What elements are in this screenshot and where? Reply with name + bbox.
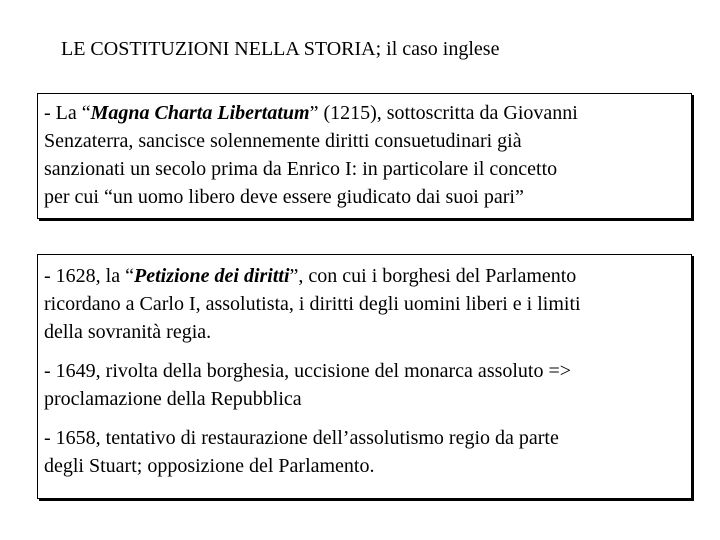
slide-title: LE COSTITUZIONI NELLA STORIA; il caso inglese xyxy=(61,38,500,60)
events-box xyxy=(37,254,692,499)
revolt-1649-paragraph xyxy=(44,357,687,413)
magna-charta-box xyxy=(37,93,692,219)
text-line xyxy=(44,262,687,290)
text-fragment: ”, con cui i borghesi del Parlamento xyxy=(289,265,577,287)
text-line: - 1649, rivolta della borghesia, uccisione del monarca assoluto => xyxy=(44,360,572,382)
text-line: - 1658, tentativo di restaurazione dell’assolutismo regio da parte xyxy=(44,427,559,449)
text-fragment: ” (1215), sottoscritta da Giovanni xyxy=(309,102,578,124)
restoration-1658-paragraph xyxy=(44,424,687,480)
text-line: per cui “un uomo libero deve essere giudicato dai suoi pari” xyxy=(44,186,524,208)
petition-1628-paragraph xyxy=(44,262,687,346)
magna-charta-paragraph xyxy=(44,99,687,211)
text-fragment: - La “ xyxy=(44,102,91,124)
text-line: sanzionati un secolo prima da Enrico I: in particolare il concetto xyxy=(44,158,558,180)
text-line: della sovranità regia. xyxy=(44,321,212,343)
petition-title: Petizione dei diritti xyxy=(133,265,290,287)
text-line: degli Stuart; opposizione del Parlamento. xyxy=(44,455,375,477)
text-fragment: - 1628, la “ xyxy=(44,265,134,287)
text-line xyxy=(44,99,687,127)
text-line: Senzaterra, sancisce solennemente diritti consuetudinari già xyxy=(44,130,522,152)
text-line: proclamazione della Repubblica xyxy=(44,388,302,410)
magna-charta-title: Magna Charta Libertatum xyxy=(90,102,310,124)
text-line: ricordano a Carlo I, assolutista, i diritti degli uomini liberi e i limiti xyxy=(44,293,581,315)
